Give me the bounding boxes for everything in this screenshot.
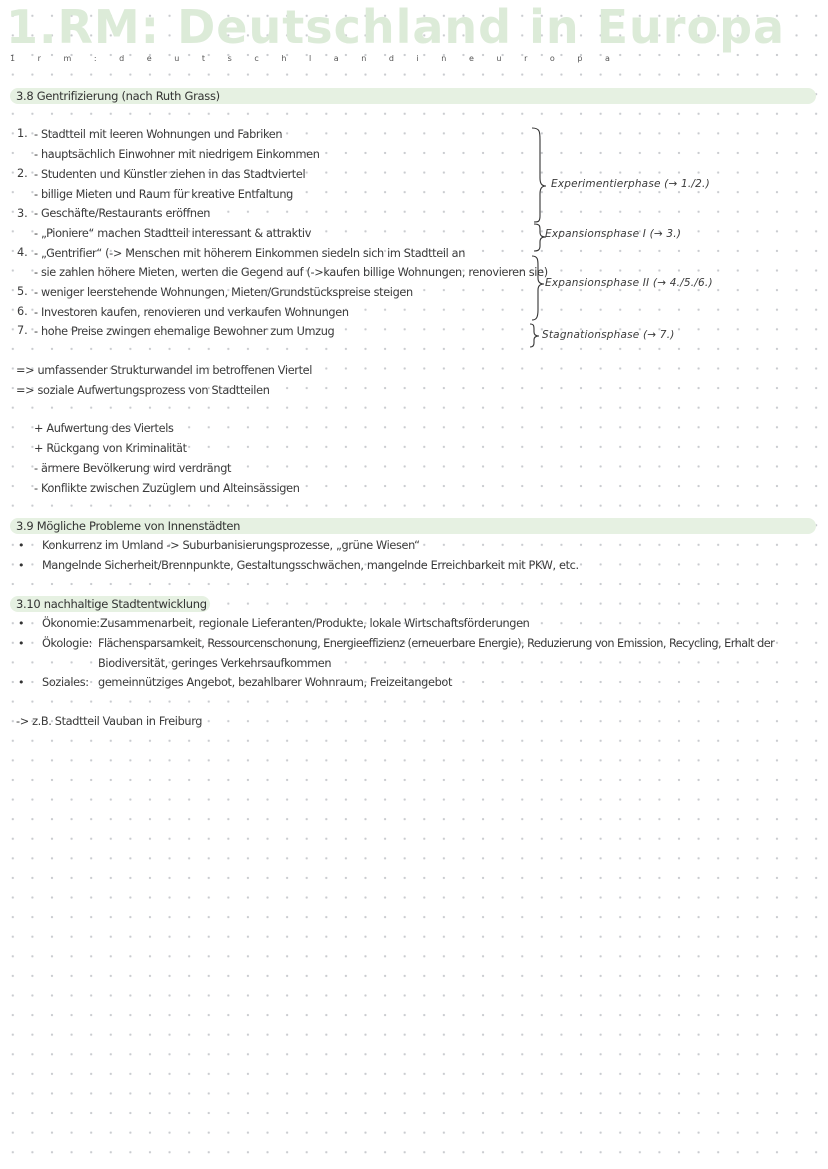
list-item: Konkurrenz im Umland -> Suburbanisierungsprozesse, „grüne Wiesen“	[42, 539, 420, 552]
page-title: 1.RM: Deutschland in Europa	[6, 0, 786, 54]
list-item: - Geschäfte/Restaurants eröffnen	[34, 207, 211, 220]
title-letter: r	[524, 54, 528, 63]
bullet-icon: •	[18, 676, 25, 689]
list-item: - Investoren kaufen, renovieren und verkaufen Wohnungen	[34, 306, 349, 319]
title-letter: u	[496, 54, 502, 63]
item-label: Ökonomie:	[42, 617, 100, 630]
title-letter-row	[10, 54, 610, 63]
phase-label: Expansionsphase I (→ 3.)	[545, 228, 682, 240]
brace-experimentierphase	[532, 128, 546, 222]
title-letter: a	[333, 54, 339, 63]
list-item: Mangelnde Sicherheit/Brennpunkte, Gestaltungsschwächen, mangelnde Erreichbarkeit mit PKW, etc.	[42, 559, 579, 572]
title-letter: a	[605, 54, 610, 63]
list-item: - billige Mieten und Raum für kreative Entfaltung	[34, 188, 293, 201]
item-text: Flächensparsamkeit, Ressourcenschonung, Energieeffizienz (erneuerbare Energie), Reduzierung von Emission, Recycling, Erhalt der	[98, 637, 775, 650]
title-letter: h	[281, 54, 287, 63]
list-number: 4.	[17, 246, 28, 259]
list-number: 1.	[17, 127, 28, 140]
title-letter: d	[388, 54, 394, 63]
bullet-icon: •	[18, 617, 25, 630]
effect-item: + Rückgang von Kriminalität	[34, 442, 187, 455]
section-heading-nachhaltig: 3.10 nachhaltige Stadtentwicklung	[16, 597, 207, 611]
title-letter: r	[37, 54, 41, 63]
title-letter: :	[93, 54, 97, 63]
effect-item: - ärmere Bevölkerung wird verdrängt	[34, 462, 232, 475]
bullet-icon: •	[18, 559, 25, 572]
list-number: 7.	[17, 324, 28, 337]
list-item: - „Pioniere“ machen Stadtteil interessant & attraktiv	[34, 227, 312, 240]
section-heading-gentrifizierung: 3.8 Gentrifizierung (nach Ruth Grass)	[16, 89, 220, 103]
list-number: 5.	[17, 285, 28, 298]
title-letter: p	[577, 54, 583, 63]
title-letter: n	[361, 54, 367, 63]
conclusion-line: => soziale Aufwertungsprozess von Stadtteilen	[16, 384, 270, 397]
phase-label: Stagnationsphase (→ 7.)	[542, 329, 675, 341]
list-item: - Stadtteil mit leeren Wohnungen und Fabriken	[34, 128, 283, 141]
list-item: - sie zahlen höhere Mieten, werten die Gegend auf (->kaufen billige Wohnungen, renovieren sie)	[34, 266, 548, 279]
brace-stagnationsphase	[530, 324, 539, 347]
item-text: Zusammenarbeit, regionale Lieferanten/Produkte, lokale Wirtschaftsförderungen	[100, 617, 530, 630]
effect-item: - Konflikte zwischen Zuzüglern und Alteinsässigen	[34, 482, 300, 495]
bullet-icon: •	[18, 539, 25, 552]
list-item: - hauptsächlich Einwohner mit niedrigem Einkommen	[34, 148, 320, 161]
item-label: Ökologie:	[42, 637, 92, 650]
title-letter: i	[416, 54, 419, 63]
bullet-icon: •	[18, 637, 25, 650]
list-item: - Studenten und Künstler ziehen in das Stadtviertel	[34, 168, 306, 181]
brace-expansionsphase-2	[532, 256, 544, 320]
list-item: - weniger leerstehende Wohnungen, Mieten/Grundstückspreise steigen	[34, 286, 413, 299]
title-letter: s	[227, 54, 232, 63]
example-line: -> z.B. Stadtteil Vauban in Freiburg	[16, 715, 203, 728]
phase-label: Expansionsphase II (→ 4./5./6.)	[545, 277, 713, 289]
section-heading-probleme: 3.9 Mögliche Probleme von Innenstädten	[16, 519, 241, 533]
list-number: 6.	[17, 305, 28, 318]
title-letter: u	[174, 54, 180, 63]
item-label: Soziales:	[42, 676, 89, 689]
phase-label: Experimentierphase (→ 1./2.)	[551, 178, 710, 190]
item-text: Biodiversität, geringes Verkehrsaufkommen	[98, 657, 332, 670]
title-letter: e	[146, 54, 152, 63]
list-item: - „Gentrifier“ (-> Menschen mit höherem Einkommen siedeln sich im Stadtteil an	[34, 247, 466, 260]
title-letter: l	[308, 54, 312, 63]
effect-item: + Aufwertung des Viertels	[34, 422, 174, 435]
item-text: gemeinnütziges Angebot, bezahlbarer Wohnraum, Freizeitangebot	[98, 676, 453, 689]
title-letter: d	[119, 54, 125, 63]
list-number: 2.	[17, 167, 28, 180]
title-letter: o	[549, 54, 555, 63]
title-letter: t	[201, 54, 206, 63]
title-letter: e	[468, 54, 474, 63]
title-letter: m	[63, 54, 72, 63]
list-item: - hohe Preise zwingen ehemalige Bewohner zum Umzug	[34, 325, 335, 338]
title-letter: c	[254, 54, 259, 63]
conclusion-line: => umfassender Strukturwandel im betroffenen Viertel	[16, 364, 313, 377]
title-letter: 1	[10, 54, 16, 63]
title-letter: n	[441, 54, 447, 63]
list-number: 3.	[17, 207, 28, 220]
